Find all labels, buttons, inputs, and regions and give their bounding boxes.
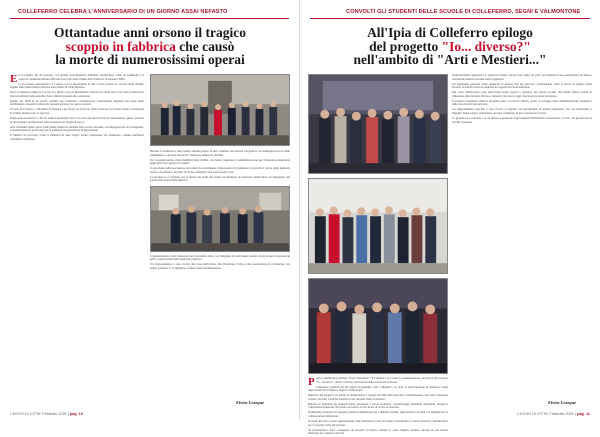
right-column-1	[308, 74, 448, 437]
right-column-2	[452, 74, 592, 126]
right-paragraph: La giornata si è conclusa con un rinfresco preparato dagli studenti dell'indirizzo ristorazione, accolto con grande favore da tutti i presenti.	[452, 115, 592, 124]
left-footer-issue: L'ECHO DI CITTA' Febbraio 2020	[10, 412, 67, 416]
left-paragraph: La giornata si è conclusa con la lettura dei nomi dei caduti, un momento di profonda commozione accompagnato dal suono della sirena della fabbrica.	[150, 174, 290, 183]
left-paragraph: Quello del 1938 fu un giorno terribile per Colleferro: un'esplosione violentissima distrusse una parte dello stabilimento causando la morte di sessanta persone tra operai e tecnici.	[10, 98, 144, 107]
right-col2-text	[452, 74, 592, 124]
left-title-highlight: scoppio in fabbrica	[65, 38, 176, 54]
left-paragraph: Il presidente dell'associazione dei reduci ha sottolineato l'importanza di trasmettere ai giovani il valore della memoria storica, ricordando i sacrifici di chi ha contribuito alla nascita della città.	[150, 166, 290, 174]
right-paragraph: Il Dirigente scolastico ha espresso grande soddisfazione per i risultati ottenuti, ringraziando i docenti e le famiglie per la collaborazione dimostrata.	[308, 410, 448, 418]
left-footer-page: pag. 10	[69, 412, 83, 416]
right-paragraph: L'iniziativa, inserita nel più ampio programma "Arti e Mestieri", ha visto la partecipazione di numerose classi degli istituti di Colleferro, Segni e Valmontone.	[308, 384, 448, 393]
right-dropcap: P	[308, 376, 315, 388]
left-paragraph: Un ringraziamento è stato rivolto alle forze dell'ordine, alla Protezione Civile e alle associazioni di volontariato che hanno garantito lo svolgimento ordinato della manifestazione.	[150, 262, 290, 271]
right-title-highlight: "Io... diverso?"	[441, 38, 531, 54]
left-author: Elvira Loreque	[236, 400, 265, 405]
right-paragraph: Obiettivo del progetto era quello di sensibilizzare i ragazzi sui temi della diversità e dell'inclusione, attraverso laboratori creativi, incontri e attività pratiche svolte durante l'anno scolastico.	[308, 393, 448, 401]
left-paragraph: Durante la mattinata è stata inoltre allestita presso la sala consiliare una mostra fotografica con immagini d'epoca dello stabilimento e dei suoi lavoratori, visitata da numerosi cittadini.	[150, 149, 290, 157]
left-paragraph: La ricorrenza anniversaria si è aperta con la deposizione di una corona d'alloro in ricordo delle vittime, seguita dalla Santa Messa officiata nella chiesa di Santa Barbara.	[10, 81, 144, 90]
right-article-title	[312, 26, 588, 67]
right-title-line1: All'Ipia di Colleferro epilogo	[367, 25, 533, 40]
right-paragraph: Nel corso dell'incontro sono intervenuti anche esperti e operatori del settore sociale, che hanno offerto spunti di riflessione sulle barriere, fisiche e culturali, che ancora oggi ostacolano la piena inclusione.	[452, 90, 592, 98]
left-col1-text	[10, 74, 144, 141]
students-photo-1	[308, 74, 448, 174]
left-footer: L'ECHO DI CITTA' Febbraio 2020 | pag. 10	[10, 412, 83, 416]
ceremony-photo-1	[150, 74, 290, 146]
right-paragraph: Un ringraziamento speciale è stato rivolto ai ragazzi, veri protagonisti di questa esperienza, che con entusiasmo e impegno hanno saputo trasformare un tema complesso in un'occasione di crescita.	[452, 107, 592, 115]
left-title-line3: la morte di numerosissimi operai	[55, 52, 245, 67]
left-col2-text	[150, 150, 290, 183]
left-dropcap: E	[10, 73, 18, 85]
left-paragraph: Il boato fu avvertito a chilometri di distanza e per molte ore si lavorò senza sosta per soccorrere i feriti e recuperare le vittime rimaste sotto le macerie.	[10, 107, 144, 115]
right-footer-page: pag. 11	[577, 412, 590, 416]
left-column-2	[150, 74, 290, 272]
right-author: Elvira Loreque	[548, 400, 577, 405]
right-footer-issue: L'ECHO DI CITTA' Febbraio 2020	[517, 412, 575, 416]
left-paragraph: Alla cerimonia hanno preso parte anche numerosi studenti delle scuole cittadine, accompagnati dai loro insegnanti, a testimonianza di un ricordo che si tramanda di generazione in generazione.	[10, 124, 144, 133]
left-paragraph: Dopo la funzione religiosa il corteo si è diretto verso il monumento dedicato ai caduti dove sono stati pronunciati i discorsi ufficiali delle autorità civili e militari presenti alla cerimonia.	[10, 90, 144, 98]
ceremony-photo-2	[150, 186, 290, 252]
right-paragraph: Ai partecipanti è stato consegnato un attestato di merito, mentre le opere migliori saranno esposte in una mostra itinerante nei comuni coinvolti.	[308, 427, 448, 436]
left-paragraph: Tra i presenti anche alcuni familiari delle vittime, che hanno ringraziato l'Amministrazione per l'attenzione dimostrata negli anni verso questa ricorrenza.	[150, 157, 290, 166]
right-paragraph: Il progetto proseguirà anche il prossimo anno con nuove attività, grazie al sostegno delle amministrazioni comunali e delle associazioni del territorio.	[452, 98, 592, 107]
right-paragraph: resso l'Auditorium dell'Ipia "Paolo Borsellino" di Colleferro si è tenuta la manifestazione conclusiva del progetto "Io... diverso?", che ha coinvolto gli studenti delle scuole del territorio.	[315, 376, 448, 384]
right-footer: L'ECHO DI CITTA' Febbraio 2020 | pag. 11	[517, 412, 590, 416]
left-paragraph: ra il mattino del 29 Gennaio, con grande partecipazione dell'intera cittadinanza, come da tradizione si è svolta la commemorazione ufficiale in ricordo delle vittime della Fabbrica di esplosivi BPD.	[18, 73, 144, 81]
left-column-1	[10, 74, 144, 143]
left-title-line2: che causò	[179, 38, 235, 54]
left-page	[0, 0, 300, 420]
left-col2-text-bottom	[150, 255, 290, 271]
left-paragraph: Il Sindaco ha ricordato come la memoria di quel tragico evento rappresenti un patrimonio comune dell'intera comunità colleferrina.	[10, 133, 144, 141]
right-paragraph: Particolarmente apprezzato lo spettacolo finale, che ha visto salire sul palco gli studenti in una performance di danza e recitazione dedicata al tema dell'accoglienza.	[452, 73, 592, 81]
students-photo-2	[308, 178, 448, 274]
students-photo-3	[308, 278, 448, 374]
right-header-rule	[310, 18, 590, 19]
right-col1-text	[308, 377, 448, 436]
right-paragraph: Gli insegnanti referenti hanno illustrato le diverse fasi del percorso, evidenziando come il lavoro di gruppo abbia favorito la nascita di nuove amicizie tra ragazzi di scuole differenti.	[452, 81, 592, 90]
right-title-prefix: del progetto	[369, 38, 439, 54]
right-paragraph: Presenti all'evento anche rappresentanti delle istituzioni locali, che hanno sottolineato il valore educativo dell'iniziativa per la crescita civile dei giovani.	[308, 418, 448, 427]
left-paragraph: L'appuntamento è stato rinnovato per il prossimo anno, con l'impegno di coinvolgere sempre di più le nuove generazioni nella conservazione della memoria collettiva.	[150, 253, 290, 262]
left-article-title	[10, 26, 290, 67]
right-page	[300, 0, 600, 436]
left-section-header: COLLEFERRO CELEBRA L'ANNIVERSARIO DI UN GIORNO ASSAI NEFASTO	[18, 9, 228, 15]
right-title-line3: nell'ambito di "Arti e Mestieri..."	[353, 52, 547, 67]
right-section-header: CONVOLTI GLI STUDENTI DELLE SCUOLE DI COLLEFERRO, SEGNI E VALMONTONE	[346, 9, 581, 15]
left-title-line1: Ottantadue anni orsono il tragico	[53, 25, 246, 40]
left-paragraph: Negli anni successivi la città ha sempre mantenuto vivo il ricordo dei suoi lavoratori, trasformando questa giornata in un momento di riflessione sulla sicurezza nei luoghi di lavoro.	[10, 115, 144, 124]
right-paragraph: Durante la mattinata gli studenti hanno presentato i lavori realizzati: cortometraggi, manufatti artigianali, disegni e composizioni musicali che hanno raccontato il loro modo di vivere la diversità.	[308, 401, 448, 410]
left-header-rule	[10, 18, 289, 19]
